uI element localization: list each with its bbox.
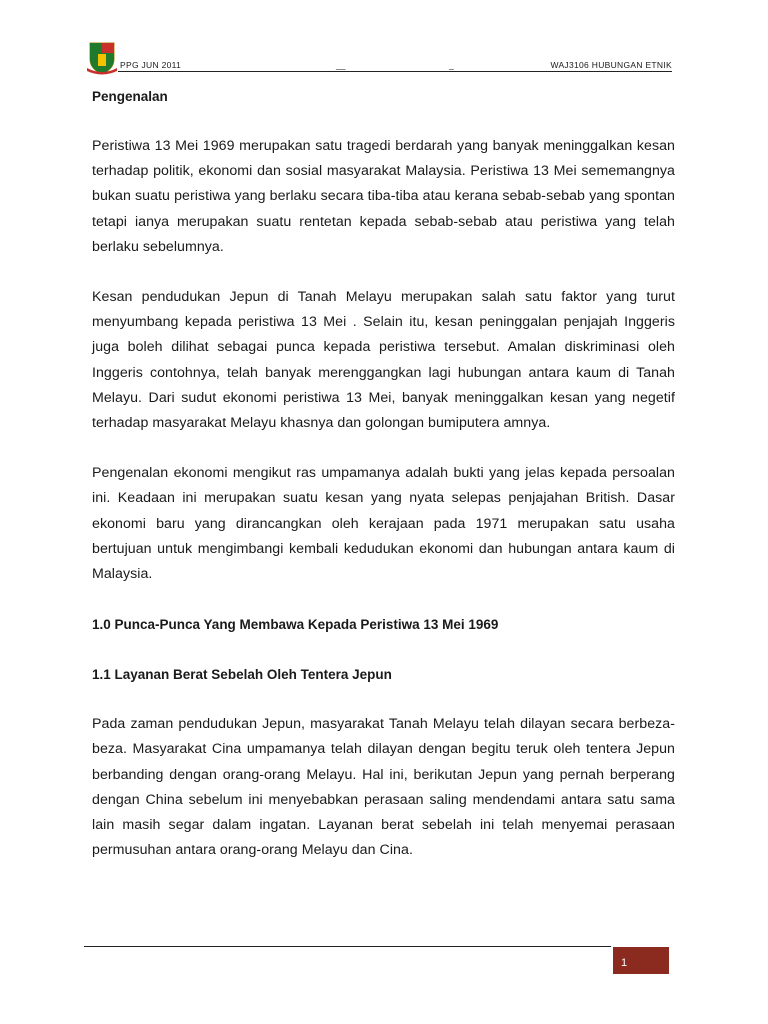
section-heading-1-0: 1.0 Punca-Punca Yang Membawa Kepada Peristiwa 13 Mei 1969 [92,617,499,633]
section-heading-1-1: 1.1 Layanan Berat Sebelah Oleh Tentera Jepun [92,667,392,683]
paragraph-1: Peristiwa 13 Mei 1969 merupakan satu tragedi berdarah yang banyak meninggalkan kesan terhadap politik, ekonomi dan sosial masyarakat Malaysia. Peristiwa 13 Mei sememangnya bukan suatu peristiwa yang berlaku secara tiba-tiba atau kerana sebab-sebab yang spontan tetapi ianya merupakan suatu rentetan kepada sebab-sebab atau peristiwa yang telah berlaku sebelumnya. [92,138,675,255]
document-body [92,84,675,863]
paragraph-4: Pada zaman pendudukan Jepun, masyarakat Tanah Melayu telah dilayan secara berbeza-beza. Masyarakat Cina umpamanya telah dilayan dengan begitu teruk oleh tentera Jepun berbanding dengan orang-orang Melayu. Hal ini, berikutan Jepun yang pernah berperang dengan China sebelum ini menyebabkan perasaan saling mendendami antara satu sama lain masih segar dalam ingatan. Layanan berat sebelah ini telah menyemai perasaan permusuhan antara orang-orang Melayu dan Cina. [92,716,675,859]
intro-heading: Pengenalan [92,89,168,104]
paragraph-2: Kesan pendudukan Jepun di Tanah Melayu merupakan salah satu faktor yang turut menyumbang kepada peristiwa 13 Mei . Selain itu, kesan peninggalan penjajah Inggeris juga boleh dilihat sebagai punca kepada peristiwa tersebut. Amalan diskriminasi oleh Inggeris contohnya, telah banyak merenggangkan lagi hubungan antara kaum di Tanah Melayu. Dari sudut ekonomi peristiwa 13 Mei, banyak meninggalkan kesan yang negetif terhadap masyarakat Melayu khasnya dan golongan bumiputera amnya. [92,289,675,432]
paragraph-3: Pengenalan ekonomi mengikut ras umpamanya adalah bukti yang jelas kepada persoalan ini. Keadaan ini merupakan suatu kesan yang nyata selepas penjajahan British. Dasar ekonomi baru yang dirancangkan oleh kerajaan pada 1971 merupakan satu usaha bertujuan untuk mengimbangi kembali kedudukan ekonomi dan hubungan antara kaum di Malaysia. [92,465,675,583]
page-number-badge: 1 [613,947,669,974]
header-mid-text-2: _ [449,60,454,70]
header-mid-text: __ [336,60,346,70]
header-rule [118,71,672,72]
footer-rule [84,946,611,947]
header-left-text: PPG JUN 2011 [120,60,182,70]
header-right-text: WAJ3106 HUBUNGAN ETNIK [550,60,672,70]
crest-icon [86,40,118,76]
